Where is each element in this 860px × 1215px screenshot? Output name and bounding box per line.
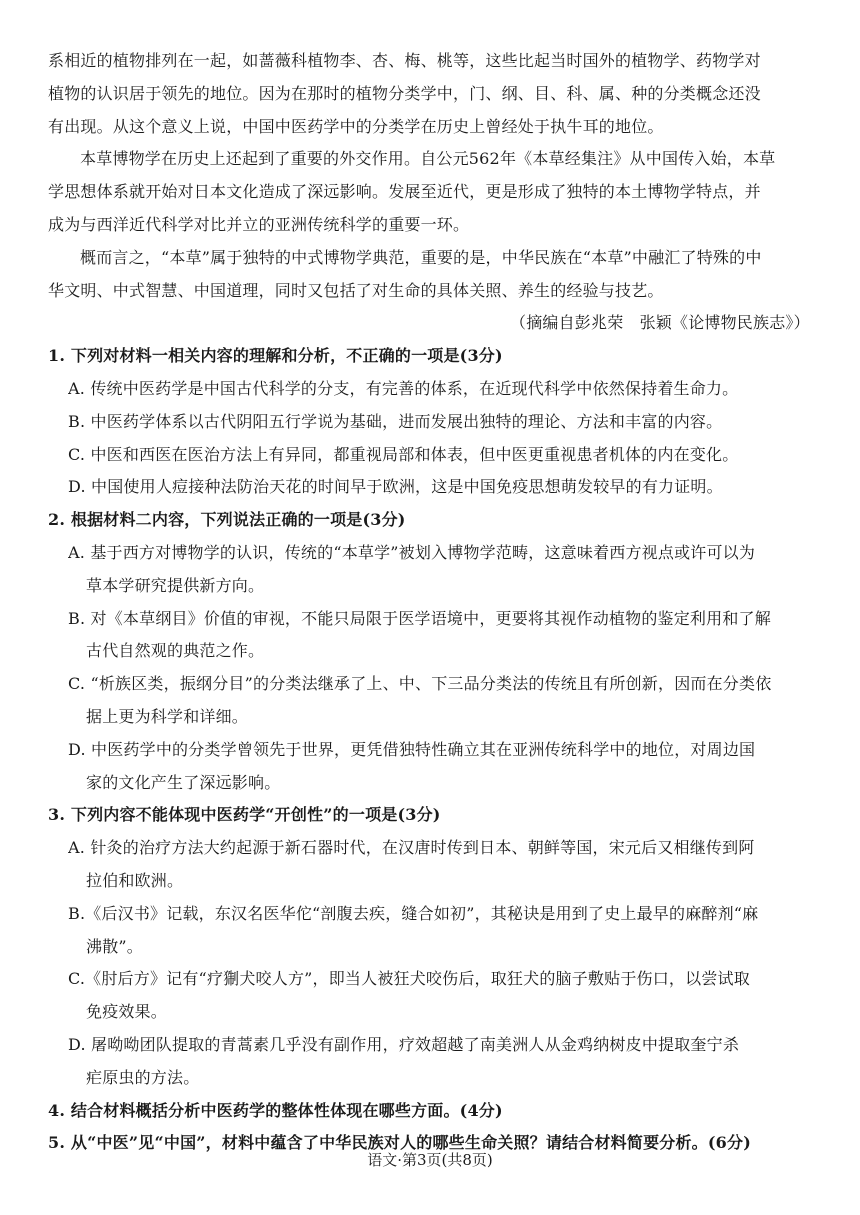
option-d: D. 中医药学中的分类学曾领先于世界，更凭借独特性确立其在亚洲传统科学中的地位，对周边国 xyxy=(68,739,756,759)
passage-line: 本草博物学在历史上还起到了重要的外交作用。自公元562年《本草经集注》从中国传入始，本草 xyxy=(80,149,776,169)
option-a: A. 传统中医药学是中国古代科学的分支，有完善的体系，在近现代科学中依然保持着生命力。 xyxy=(68,379,739,398)
question-5-stem: 5. 从“中医”见“中国”，材料中蕴含了中华民族对人的哪些生命关照？请结合材料简要分析。(6分) xyxy=(48,1133,751,1153)
passage-line: 概而言之，“本草”属于独特的中式博物学典范，重要的是，中华民族在“本草”中融汇了特殊的中 xyxy=(80,247,762,267)
question-stem: 1. 下列对材料一相关内容的理解和分析，不正确的一项是(3分) xyxy=(48,346,503,366)
option-a-continued: 草本学研究提供新方向。 xyxy=(86,575,265,595)
option-b-continued: 古代自然观的典范之作。 xyxy=(86,641,265,661)
passage-line: 系相近的植物排列在一起，如蔷薇科植物李、杏、梅、桃等，这些比起当时国外的植物学、药物学对 xyxy=(48,51,761,70)
passage-line: 学思想体系就开始对日本文化造成了深远影响。发展至近代，更是形成了独特的本土博物学特点，并 xyxy=(48,182,761,202)
option-c-continued: 据上更为科学和详细。 xyxy=(86,707,249,726)
option-b: B. 中医药学体系以古代阴阳五行学说为基础，进而发展出独特的理论、方法和丰富的内容。 xyxy=(68,411,723,431)
option-b: B. 对《本草纲目》价值的审视，不能只局限于医学语境中，更要将其视作动植物的鉴定利用和了解 xyxy=(68,608,771,628)
question-stem: 3. 下列内容不能体现中医药学“开创性”的一项是(3分) xyxy=(48,805,441,825)
option-a-continued: 拉伯和欧洲。 xyxy=(86,871,184,890)
question-4-stem: 4. 结合材料概括分析中医药学的整体性体现在哪些方面。(4分) xyxy=(48,1100,503,1120)
option-c: C.《肘后方》记有“疗猘犬咬人方”，即当人被狂犬咬伤后，取狂犬的脑子敷贴于伤口，以尝试取 xyxy=(68,969,750,989)
passage-line: 有出现。从这个意义上说，中国中医药学中的分类学在历史上曾经处于执牛耳的地位。 xyxy=(48,116,664,136)
option-b-continued: 沸散”。 xyxy=(86,936,143,956)
option-b: B.《后汉书》记载，东汉名医华佗“剖腹去疾，缝合如初”，其秘诀是用到了史上最早的麻醉剂“麻 xyxy=(68,903,759,923)
passage-citation: （摘编自彭兆荣 张颖《论博物民族志》） xyxy=(510,313,810,333)
option-a: A. 针灸的治疗方法大约起源于新石器时代，在汉唐时传到日本、朝鲜等国，宋元后又相继传到阿 xyxy=(68,838,755,858)
passage-line: 成为与西洋近代科学对比并立的亚洲传统科学的重要一环。 xyxy=(48,215,470,234)
question-stem: 2. 根据材料二内容，下列说法正确的一项是(3分) xyxy=(48,510,406,530)
option-c: C. 中医和西医在医治方法上有异同，都重视局部和体表，但中医更重视患者机体的内在变化。 xyxy=(68,444,739,464)
option-d: D. 屠呦呦团队提取的青蒿素几乎没有副作用，疗效超越了南美洲人从金鸡纳树皮中提取奎宁杀 xyxy=(68,1035,740,1054)
option-c: C. “析族区类，振纲分目”的分类法继承了上、中、下三品分类法的传统且有所创新，因而在分类依 xyxy=(68,674,772,694)
option-c-continued: 免疫效果。 xyxy=(86,1002,168,1022)
option-d: D. 中国使用人痘接种法防治天花的时间早于欧洲，这是中国免疫思想萌发较早的有力证明。 xyxy=(68,477,723,497)
page-footer: 语文·第3页(共8页) xyxy=(367,1151,493,1169)
passage-line: 植物的认识居于领先的地位。因为在那时的植物分类学中，门、纲、目、科、属、种的分类概念还没 xyxy=(48,83,761,103)
option-d-continued: 家的文化产生了深远影响。 xyxy=(86,772,281,792)
option-a: A. 基于西方对博物学的认识，传统的“本草学”被划入博物学范畴，这意味着西方视点或许可以为 xyxy=(68,543,756,562)
passage-line: 华文明、中式智慧、中国道理，同时又包括了对生命的具体关照、养生的经验与技艺。 xyxy=(48,280,664,300)
option-d-continued: 疟原虫的方法。 xyxy=(86,1067,200,1087)
